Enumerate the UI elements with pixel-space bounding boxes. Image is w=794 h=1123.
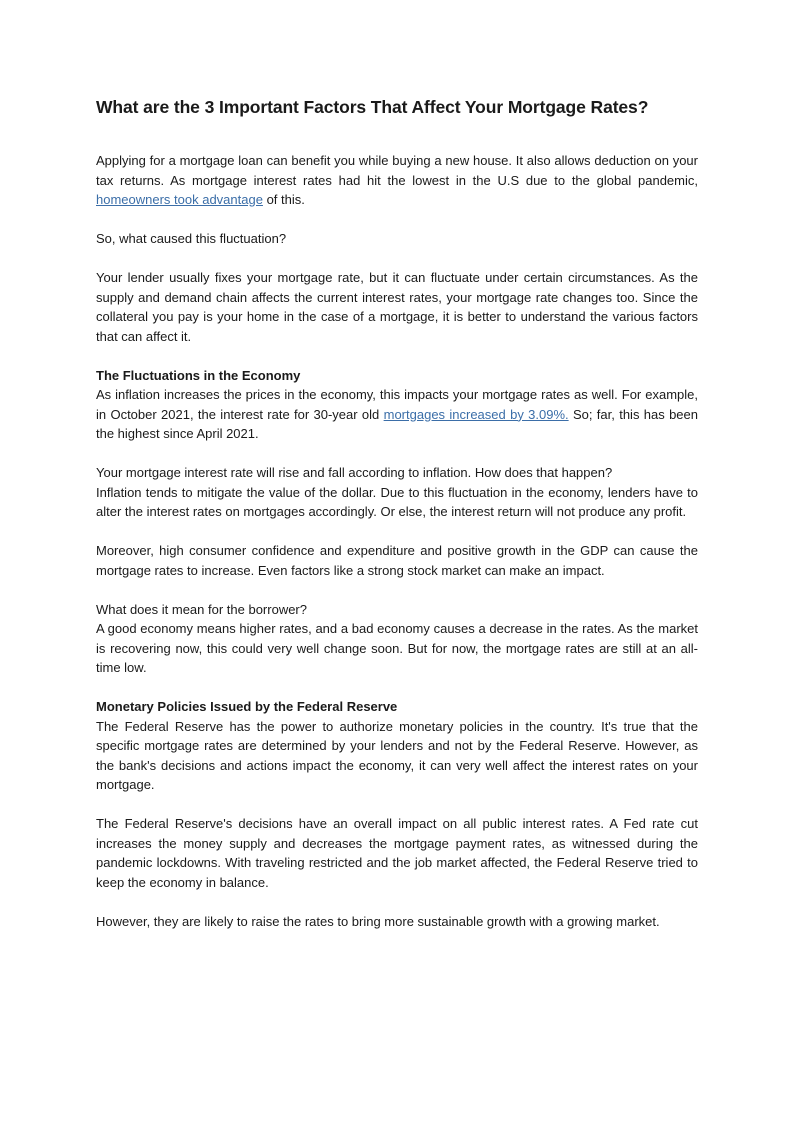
fed-paragraph-2: The Federal Reserve's decisions have an overall impact on all public interest rates. A Fed rate cut increases the money supply and decreases the mortgage payment rates, as witnessed during the pandemic lockdowns. With traveling restricted and the job market affected, the Federal Reserve tried to keep the economy in balance. — [96, 816, 698, 890]
intro-paragraph-2: So, what caused this fluctuation? — [96, 231, 287, 246]
intro-text-1-end: of this. — [262, 192, 305, 207]
economy-paragraph-4: A good economy means higher rates, and a bad economy causes a decrease in the rates. As the market is recovering now, this could very well change soon. But for now, the mortgage rates are still at an all-time low. — [96, 621, 698, 675]
section-heading-economy: The Fluctuations in the Economy — [96, 367, 301, 383]
economy-paragraph-3: Moreover, high consumer confidence and expenditure and positive growth in the GDP can cause the mortgage rates to increase. Even factors like a strong stock market can make an impact. — [96, 543, 698, 578]
section-heading-federal-reserve: Monetary Policies Issued by the Federal Reserve — [96, 699, 398, 714]
economy-text-1: As inflation increases the prices in the economy, this impacts your mortgage rates as well. For example, in October 2021, the interest rate for 30-year old — [96, 387, 698, 422]
fed-paragraph-3: However, they are likely to raise the rates to bring more sustainable growth with a growing market. — [96, 913, 660, 929]
intro-paragraph-3: Your lender usually fixes your mortgage rate, but it can fluctuate under certain circumstances. As the supply and demand chain affects the current interest rates, your mortgage rate changes too. Since the collateral you pay is your home in the case of a mortgage, it is better to understand the various factors that can affect it. — [96, 270, 698, 344]
intro-text-1: Applying for a mortgage loan can benefit you while buying a new house. It also allows deduction on your tax returns. As mortgage interest rates had hit the lowest in the U.S due to the global pandemic, — [96, 153, 698, 188]
mortgages-increased-link[interactable]: mortgages increased by 3.09%. — [383, 406, 569, 422]
intro-paragraph-1 — [96, 151, 698, 210]
document-page — [96, 95, 698, 931]
homeowners-link[interactable]: homeowners took advantage — [96, 192, 263, 207]
economy-question: What does it mean for the borrower? — [96, 601, 307, 617]
economy-paragraph-1 — [96, 385, 698, 444]
page-title: What are the 3 Important Factors That Affect Your Mortgage Rates? — [96, 97, 649, 117]
economy-paragraph-2: Inflation tends to mitigate the value of the dollar. Due to this fluctuation in the economy, lenders have to alter the interest rates on mortgages accordingly. Or else, the interest return will not produce any profit. — [96, 484, 698, 519]
fed-paragraph-1: The Federal Reserve has the power to authorize monetary policies in the country. It's true that the specific mortgage rates are determined by your lenders and not by the Federal Reserve. However, as the bank's decisions and actions impact the economy, it can very well affect the interest rates on your mortgage. — [96, 718, 698, 792]
economy-text-1-end: So; far, this has been the highest since April 2021. — [96, 406, 698, 441]
economy-paragraph-2-line1: Your mortgage interest rate will rise and fall according to inflation. How does that happen? — [96, 465, 613, 480]
